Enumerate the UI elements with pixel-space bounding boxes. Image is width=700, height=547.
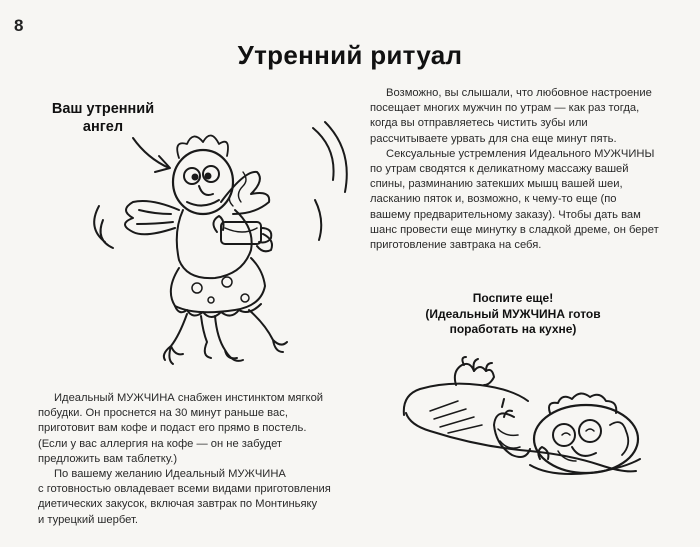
- angel-caption-line: Ваш утренний: [51, 101, 155, 117]
- text-line: Возможно, вы слышали, что любовное настроение: [386, 87, 652, 99]
- text-line: и турецкий шербет.: [38, 513, 138, 526]
- text-line: с готовностью овладевает всеми видами приготовления: [38, 483, 331, 496]
- left-text-column: [38, 391, 360, 528]
- text-line: приготовит вам кофе и подаст его прямо в постель.: [38, 422, 307, 435]
- text-line: спины, разминанию затекших мышц вашей шеи,: [370, 178, 623, 191]
- text-line: Сексуальные устремления Идеального МУЖЧИНЫ: [386, 147, 655, 160]
- page-number: 8: [14, 16, 24, 35]
- bed-illustration: [400, 355, 660, 485]
- text-line: диетических закусок, включая завтрак по Монтиньяку: [38, 498, 318, 511]
- caption-fragment: готов: [565, 306, 601, 321]
- text-line: ласканию пяток и, возможно, к чему-то еще (по: [370, 193, 617, 206]
- right-text-column: [370, 86, 690, 253]
- text-line: вашему предварительному заказу). Чтобы дать вам: [370, 208, 641, 221]
- text-line: когда вы отправляетесь чистить зубы или: [370, 117, 588, 130]
- angel-illustration: [75, 110, 360, 375]
- sleep-caption-line: [418, 307, 608, 323]
- pointer-arrow-icon: [133, 138, 170, 172]
- text-line: шанс провести еще минутку в сладкой дреме, он берет: [370, 223, 659, 236]
- caption-fragment: (Идеальный: [425, 306, 503, 321]
- angel-caption-line: ангел: [82, 119, 124, 135]
- sleep-caption-line: поработать на кухне): [449, 322, 577, 336]
- text-line: побудки. Он проснется на 30 минут раньше вас,: [38, 407, 288, 420]
- sleep-caption-line: Поспите еще!: [472, 291, 554, 305]
- text-line: (Если у вас аллергия на кофе — он не забудет: [38, 437, 283, 450]
- text-line: Идеальный МУЖЧИНА снабжен инстинктом мягкой: [54, 392, 324, 404]
- text-line: приготовление завтрака на себя.: [370, 239, 542, 252]
- text-line: посещает многих мужчин по утрам — как раз тогда,: [370, 102, 640, 115]
- text-line: по утрам сводятся к деликатному массажу вашей: [370, 163, 629, 176]
- paragraph: [370, 147, 690, 253]
- text-line: рассчитываете урвать для сна еще минут пять.: [370, 132, 617, 145]
- caption-emphasis: МУЖЧИНА: [502, 306, 565, 321]
- paragraph: [370, 86, 690, 147]
- text-line: предложить вам таблетку.): [38, 452, 178, 465]
- page-title: Утренний ритуал: [237, 40, 463, 70]
- sleep-caption: [418, 291, 608, 338]
- text-line: По вашему желанию Идеальный МУЖЧИНА: [54, 468, 286, 481]
- paragraph: [38, 391, 360, 467]
- paragraph: [38, 467, 360, 528]
